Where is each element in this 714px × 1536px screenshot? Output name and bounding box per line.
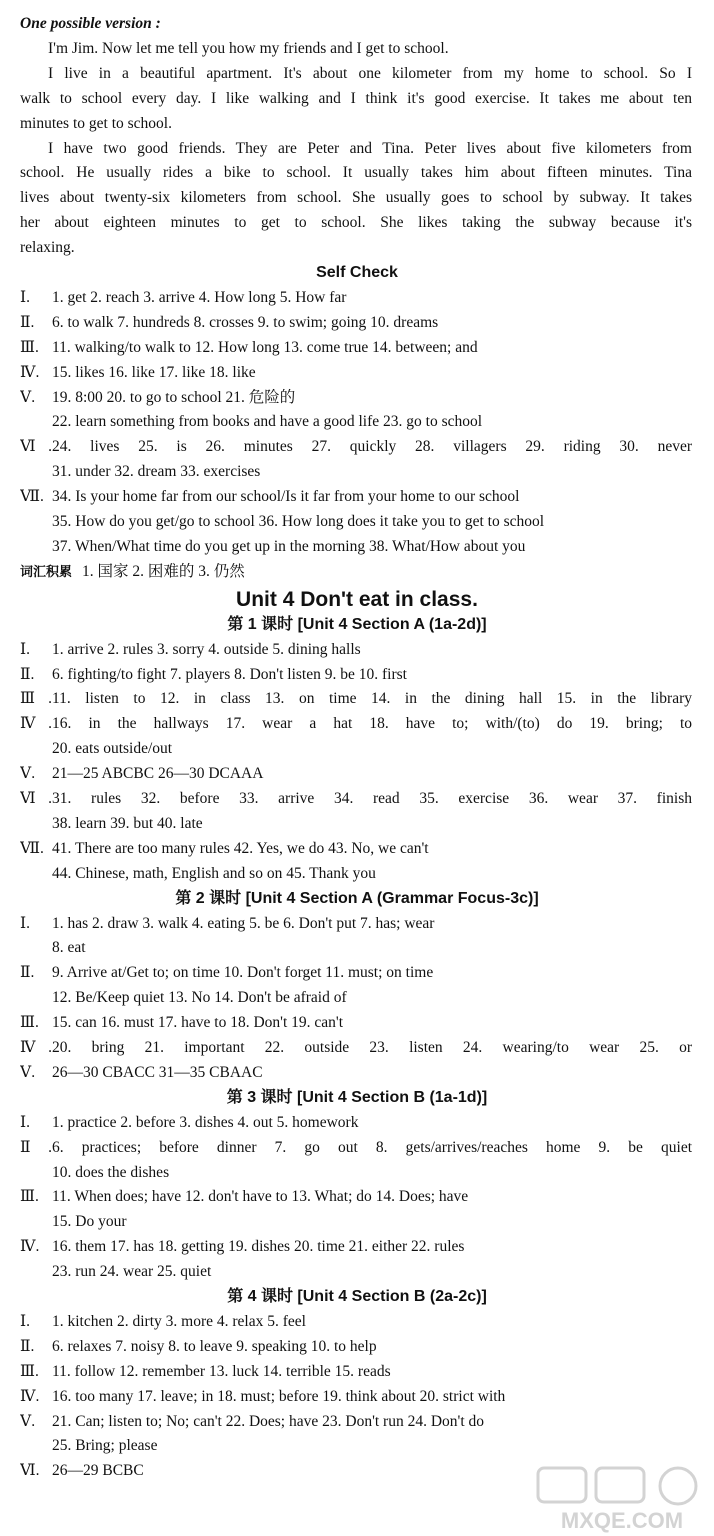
answer-row (20, 1335, 692, 1360)
answer-text: 15. likes 16. like 17. like 18. like (52, 363, 256, 381)
answer-text: 11. walking/to walk to 12. How long 13. come true 14. between; and (52, 338, 478, 356)
roman-numeral: Ⅶ. (20, 839, 44, 857)
essay-line: I'm Jim. Now let me tell you how my friends and I get to school. (48, 39, 449, 57)
answer-text: 6. to walk 7. hundreds 8. crosses 9. to swim; going 10. dreams (52, 313, 439, 331)
answer-text: 31. rules 32. before 33. arrive 34. read 35. exercise 36. wear 37. finish (52, 790, 692, 807)
answer-text: 1. practice 2. before 3. dishes 4. out 5. homework (52, 1113, 359, 1131)
roman-numeral: Ⅳ. (20, 363, 40, 381)
answer-text: 9. Arrive at/Get to; on time 10. Don't forget 11. must; on time (52, 964, 434, 982)
answer-text: 26—30 CBACC 31—35 CBAAC (52, 1063, 263, 1081)
roman-numeral: Ⅰ. (20, 640, 30, 658)
roman-numeral: Ⅳ. (20, 1238, 40, 1256)
answer-text: 26—29 BCBC (52, 1462, 144, 1480)
answer-row (20, 361, 692, 386)
answer-row (20, 311, 692, 336)
answer-row (20, 837, 692, 862)
answer-row (20, 1410, 692, 1435)
answer-row (20, 1185, 692, 1210)
answer-text: 16. in the hallways 17. wear a hat 18. have to; with/(to) do 19. bring; to (52, 715, 692, 733)
watermark-glyph-2 (596, 1468, 644, 1502)
answer-text: 20. bring 21. important 22. outside 23. listen 24. wearing/to wear 25. or (52, 1039, 692, 1056)
answer-text: 15. Do your (52, 1213, 127, 1231)
roman-numeral: Ⅲ. (20, 1014, 39, 1032)
answer-row (52, 535, 692, 560)
answer-row (52, 737, 692, 762)
answer-row (52, 1434, 692, 1459)
essay-line: her about eighteen minutes to get to school. She likes taking the subway because it's (20, 214, 692, 232)
roman-numeral: Ⅲ. (20, 690, 52, 708)
answer-row (20, 638, 692, 663)
roman-numeral: Ⅱ. (20, 665, 35, 683)
answer-text: 6. practices; before dinner 7. go out 8. gets/arrives/reaches home 9. be quiet (52, 1138, 692, 1156)
answer-text: 35. How do you get/go to school 36. How long does it take you to get to school (52, 513, 545, 530)
lesson-title: 第 1 课时 [Unit 4 Section A (1a-2d)] (227, 615, 487, 633)
answer-row (20, 687, 692, 712)
vocab-line (20, 560, 692, 585)
essay-line: relaxing. (20, 239, 75, 257)
answer-text: 11. When does; have 12. don't have to 13. What; do 14. Does; have (52, 1188, 469, 1206)
answer-text: 44. Chinese, math, English and so on 45. Thank you (52, 864, 376, 882)
roman-numeral: Ⅴ. (20, 1412, 36, 1430)
answer-row (20, 435, 692, 460)
answer-row (52, 1210, 692, 1235)
answer-text: 15. can 16. must 17. have to 18. Don't 19. can't (52, 1014, 343, 1032)
answer-text: 16. them 17. has 18. getting 19. dishes 20. time 21. either 22. rules (52, 1238, 465, 1256)
answer-row (20, 1385, 692, 1410)
roman-numeral: Ⅳ. (20, 1039, 52, 1056)
watermark-glyph-3 (660, 1468, 696, 1504)
answer-row (20, 787, 692, 812)
vocab-text: 1. 国家 2. 困难的 3. 仍然 (82, 562, 245, 580)
answer-row (52, 862, 692, 887)
answer-row (52, 1260, 692, 1285)
answer-row (20, 912, 692, 937)
roman-numeral: Ⅱ. (20, 1337, 35, 1355)
essay-line: lives about twenty-six kilometers from school. She usually goes to school by subway. It takes (20, 189, 692, 207)
answer-row (20, 663, 692, 688)
roman-numeral: Ⅶ. (20, 488, 44, 506)
roman-numeral: Ⅵ. (20, 438, 52, 456)
answer-row (20, 762, 692, 787)
answer-text: 8. eat (52, 939, 86, 957)
roman-numeral: Ⅵ. (20, 1462, 40, 1480)
answer-text: 1. arrive 2. rules 3. sorry 4. outside 5. dining halls (52, 640, 361, 658)
answer-row (20, 1061, 692, 1086)
answer-text: 34. Is your home far from our school/Is it far from your home to our school (52, 488, 520, 506)
answer-row (52, 986, 692, 1011)
roman-numeral: Ⅰ. (20, 914, 30, 932)
answer-text: 21. Can; listen to; No; can't 22. Does; have 23. Don't run 24. Don't do (52, 1412, 484, 1430)
answer-text: 20. eats outside/out (52, 740, 173, 758)
answer-text: 19. 8:00 20. to go to school 21. 危险的 (52, 388, 296, 406)
answer-row (20, 485, 692, 510)
roman-numeral: Ⅳ. (20, 715, 52, 733)
answer-text: 1. kitchen 2. dirty 3. more 4. relax 5. feel (52, 1312, 306, 1330)
roman-numeral: Ⅲ. (20, 338, 39, 356)
lesson-title: 第 3 课时 [Unit 4 Section B (1a-1d)] (226, 1088, 488, 1106)
watermark-text: MXQE.COM (560, 1508, 684, 1533)
answer-text: 6. relaxes 7. noisy 8. to leave 9. speaking 10. to help (52, 1337, 377, 1355)
answer-row (20, 336, 692, 361)
answer-row (52, 510, 692, 535)
roman-numeral: Ⅱ. (20, 1138, 52, 1156)
roman-numeral: Ⅱ. (20, 313, 35, 331)
answer-row (52, 812, 692, 837)
answer-row (20, 386, 692, 411)
answer-text: 24. lives 25. is 26. minutes 27. quickly 28. villagers 29. riding 30. never (52, 438, 692, 456)
roman-numeral: Ⅰ. (20, 288, 30, 306)
lesson-title: 第 4 课时 [Unit 4 Section B (2a-2c)] (227, 1288, 487, 1305)
answer-row (20, 1360, 692, 1385)
essay-line: school. He usually rides a bike to school. It usually takes him about fifteen minutes. Tina (20, 164, 692, 182)
essay-label: One possible version : (20, 15, 161, 32)
essay-line: minutes to get to school. (20, 114, 172, 132)
unit-title: Unit 4 Don't eat in class. (236, 587, 478, 611)
roman-numeral: Ⅵ. (20, 790, 52, 807)
answer-row (20, 1011, 692, 1036)
answer-row (52, 936, 692, 961)
roman-numeral: Ⅰ. (20, 1312, 30, 1330)
roman-numeral: Ⅴ. (20, 388, 36, 406)
answer-text: 41. There are too many rules 42. Yes, we do 43. No, we can't (52, 839, 429, 857)
answer-text: 21—25 ABCBC 26—30 DCAAA (52, 765, 264, 783)
roman-numeral: Ⅴ. (20, 765, 36, 783)
answer-text: 10. does the dishes (52, 1163, 170, 1181)
self-check-title: Self Check (316, 264, 398, 281)
answer-row (20, 1136, 692, 1161)
answer-text: 22. learn something from books and have a good life 23. go to school (52, 413, 483, 431)
roman-numeral: Ⅰ. (20, 1113, 30, 1131)
answer-text: 38. learn 39. but 40. late (52, 814, 203, 832)
answer-text: 16. too many 17. leave; in 18. must; before 19. think about 20. strict with (52, 1387, 506, 1405)
answer-text: 1. get 2. reach 3. arrive 4. How long 5. How far (52, 288, 347, 306)
essay-label-line (20, 12, 692, 37)
answer-text: 37. When/What time do you get up in the morning 38. What/How about you (52, 537, 526, 555)
answer-row (20, 286, 692, 311)
answer-row (20, 1036, 692, 1061)
roman-numeral: Ⅱ. (20, 964, 35, 982)
answer-row (20, 1235, 692, 1260)
answer-row (52, 460, 692, 485)
answer-text: 6. fighting/to fight 7. players 8. Don't listen 9. be 10. first (52, 665, 407, 683)
answer-text: 31. under 32. dream 33. exercises (52, 463, 261, 481)
essay-line: I live in a beautiful apartment. It's about one kilometer from my home to school. So I (48, 64, 692, 82)
answer-row (20, 712, 692, 737)
answer-text: 25. Bring; please (52, 1437, 158, 1455)
answer-text: 23. run 24. wear 25. quiet (52, 1263, 212, 1281)
essay-line: I have two good friends. They are Peter and Tina. Peter lives about five kilometers from (48, 139, 692, 157)
lesson-title: 第 2 课时 [Unit 4 Section A (Grammar Focus-3c)] (175, 889, 539, 907)
answer-text: 11. follow 12. remember 13. luck 14. terrible 15. reads (52, 1362, 391, 1380)
answer-row (52, 1161, 692, 1186)
answer-row (52, 410, 692, 435)
answer-row (20, 1111, 692, 1136)
watermark-logo (534, 1464, 710, 1534)
watermark-glyph-1 (538, 1468, 586, 1502)
roman-numeral: Ⅲ. (20, 1188, 39, 1206)
answer-text: 1. has 2. draw 3. walk 4. eating 5. be 6. Don't put 7. has; wear (52, 914, 435, 932)
answer-row (20, 1310, 692, 1335)
roman-numeral: Ⅴ. (20, 1063, 36, 1081)
vocab-heading: 词汇积累 (20, 563, 73, 579)
roman-numeral: Ⅳ. (20, 1387, 40, 1405)
essay-line: walk to school every day. I like walking and I think it's good exercise. It takes me about ten (20, 89, 692, 107)
answer-text: 12. Be/Keep quiet 13. No 14. Don't be afraid of (52, 989, 347, 1007)
answer-text: 11. listen to 12. in class 13. on time 14. in the dining hall 15. in the library (52, 690, 692, 708)
answer-row (20, 961, 692, 986)
roman-numeral: Ⅲ. (20, 1362, 39, 1380)
